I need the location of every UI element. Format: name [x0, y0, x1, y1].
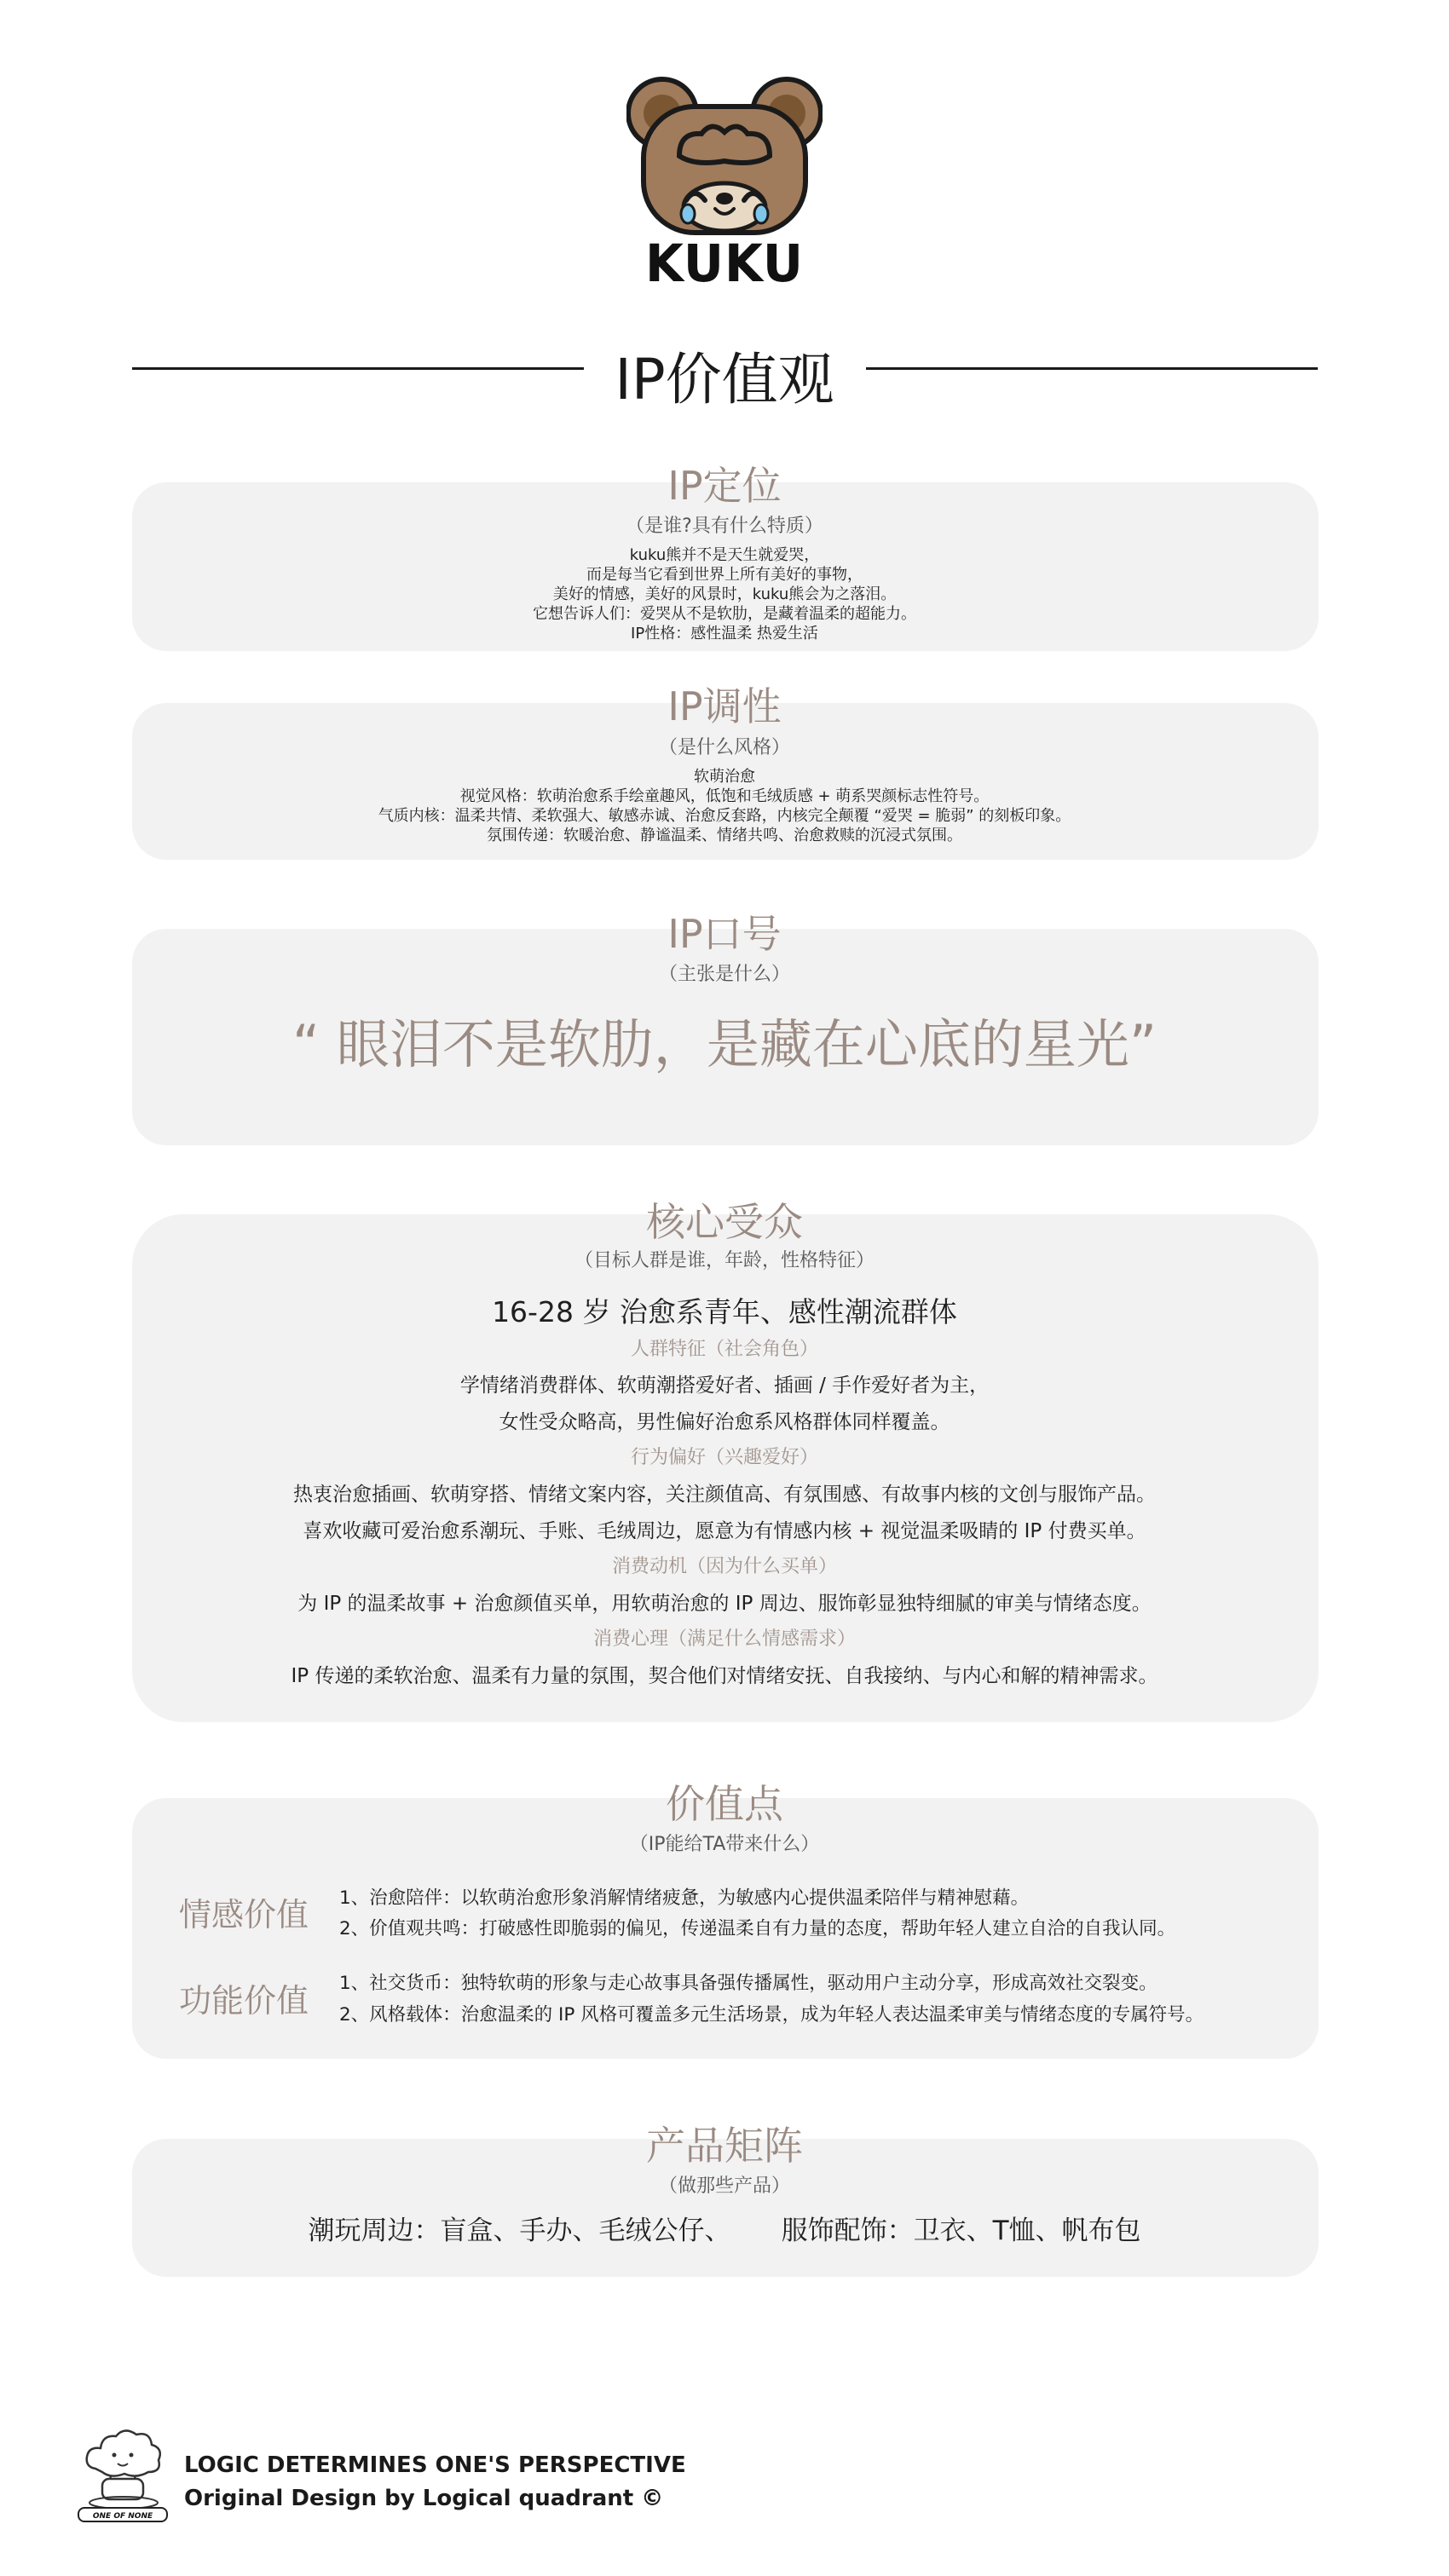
audience-headline: 16-28 岁 治愈系青年、感性潮流群体 [492, 1295, 957, 1328]
products-title: 产品矩阵 [646, 2123, 803, 2169]
footer-logo [77, 2424, 170, 2522]
value-line: 1、治愈陪伴：以软萌治愈形象消解情绪疲惫，为敏感内心提供温柔陪伴与精神慰藉。 [339, 1887, 1030, 1909]
cloud-character-icon [77, 2424, 170, 2522]
audience-title: 核心受众 [646, 1199, 803, 1245]
functional-value-label: 功能价值 [179, 1982, 309, 2020]
tone-line: 视觉风格：软萌治愈系手绘童趣风，低饱和毛绒质感 + 萌系哭颜标志性符号。 [459, 787, 990, 805]
products-subtitle: （做那些产品） [658, 2175, 790, 2197]
audience-group-line: 女性受众略高，男性偏好治愈系风格群体同样覆盖。 [499, 1411, 950, 1433]
positioning-title: IP定位 [667, 463, 782, 509]
value-line: 2、价值观共鸣：打破感性即脆弱的偏见，传递温柔自有力量的态度，帮助年轻人建立自洽的自我认同。 [339, 1918, 1176, 1939]
slogan-subtitle: （主张是什么） [658, 964, 790, 985]
audience-group-line: 喜欢收藏可爱治愈系潮玩、手账、毛绒周边，愿意为有情感内核 + 视觉温柔吸睛的 IP 付费买单。 [303, 1520, 1146, 1542]
positioning-line: 它想告诉人们：爱哭从不是软肋，是藏着温柔的超能力。 [533, 605, 916, 623]
audience-subtitle: （目标人群是谁，年龄，性格特征） [574, 1250, 875, 1271]
bear-head-icon [626, 72, 823, 243]
value-title: 价值点 [666, 1781, 783, 1827]
audience-group-label: 行为偏好（兴趣爱好） [630, 1447, 818, 1468]
tone-subtitle: （是什么风格） [658, 737, 790, 758]
logo-wordmark: KUKU [644, 233, 805, 294]
slogan-title: IP口号 [667, 911, 782, 957]
audience-group-line: 热衷治愈插画、软萌穿搭、情绪文案内容，关注颜值高、有氛围感、有故事内核的文创与服饰产品。 [293, 1484, 1156, 1506]
positioning-line: 美好的情感，美好的风景时，kuku熊会为之落泪。 [552, 585, 897, 603]
value-line: 1、社交货币：独特软萌的形象与走心故事具备强传播属性，驱动用户主动分享，形成高效社交裂变。 [339, 1973, 1157, 1994]
emotional-value-label: 情感价值 [179, 1896, 309, 1933]
footer-credit: Original Design by Logical quadrant © [184, 2486, 664, 2511]
positioning-subtitle: （是谁?具有什么特质） [626, 516, 823, 537]
positioning-line: 而是每当它看到世界上所有美好的事物， [586, 566, 863, 584]
tone-title: IP调性 [667, 683, 782, 729]
value-line: 2、风格载体：治愈温柔的 IP 风格可覆盖多元生活场景，成为年轻人表达温柔审美与情绪态度的专属符号。 [339, 2004, 1204, 2026]
value-subtitle: （IP能给TA带来什么） [629, 1834, 820, 1855]
audience-group-line: 为 IP 的温柔故事 + 治愈颜值买单，用软萌治愈的 IP 周边、服饰彰显独特细腻的审美与情绪态度。 [297, 1593, 1152, 1615]
audience-group-label: 消费心理（满足什么情感需求） [592, 1628, 856, 1650]
kuku-bear-logo [626, 72, 823, 294]
audience-group-label: 人群特征（社会角色） [630, 1339, 818, 1360]
footer-badge-text: ONE OF NONE [92, 2512, 153, 2521]
page-title: IP价值观 [615, 347, 834, 412]
slogan-text: “ 眼泪不是软肋，是藏在心底的星光” [292, 1013, 1157, 1075]
footer-tagline: LOGIC DETERMINES ONE'S PERSPECTIVE [184, 2452, 686, 2478]
audience-group-line: 学情绪消费群体、软萌潮搭爱好者、插画 / 手作爱好者为主， [459, 1374, 990, 1397]
audience-group-line: IP 传递的柔软治愈、温柔有力量的氛围，契合他们对情绪安抚、自我接纳、与内心和解的精神需求。 [291, 1665, 1158, 1687]
positioning-line: IP性格：感性温柔 热爱生活 [631, 625, 818, 643]
audience-group-label: 消费动机（因为什么买单） [611, 1556, 837, 1577]
tone-line: 气质内核：温柔共情、柔软强大、敏感赤诚、治愈反套路，内核完全颠覆 “爱哭 = 脆弱” 的刻板印象。 [378, 807, 1071, 825]
tone-line: 氛围传递：软暖治愈、静谧温柔、情绪共鸣、治愈救赎的沉浸式氛围。 [487, 827, 962, 844]
products-text: 潮玩周边：盲盒、手办、毛绒公仔、 服饰配饰：卫衣、T恤、帆布包 [308, 2216, 1141, 2246]
positioning-line: kuku熊并不是天生就爱哭， [629, 546, 820, 564]
tone-line: 软萌治愈 [694, 768, 755, 786]
